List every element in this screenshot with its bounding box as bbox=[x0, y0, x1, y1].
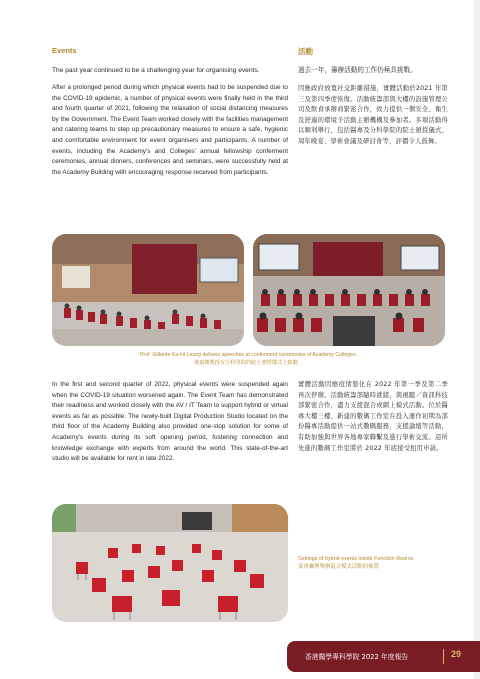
photo1-caption-en: Prof. Gilberto Ka-kit Leung delivers speeches at conferment ceremonies of Academy Colleges. bbox=[139, 352, 358, 358]
events-heading-en: Events bbox=[52, 46, 77, 55]
ceremony-photo-left bbox=[52, 234, 244, 346]
hybrid-body-en: In the first and second quarter of 2022, physical events were suspended again when the COVID-19 situation worsened again. The Event Team has demonstrated their readiness and worked closely with the AV / IT Team to support hybrid or virtual events as far as possible. The newly-built Digital Production Studio located on the third floor of the Academy Building also provided one-stop solution for some of Academy's events during its soft opening period, fostering connection and knowledge exchange with experts from around the world. This state-of-the-art studio will be available for rent in late 2022. bbox=[52, 381, 288, 463]
ceremony-audience-image bbox=[253, 234, 445, 346]
hybrid-body-zh: 實體活動因應疫情惡化在 2022 年第一季及第二季再次停辦。活動統籌部隨時就緒，與視聽／資訊科技部緊密合作，盡力支援混合或網上模式活動。位於醫專大樓三樓、新建的數碼工作室在投入運作初期為部份醫專活動提供一站式數碼服務，支援論壇等活動，有助加強與世界各地專家聯繫及進行學術交流。這所先進的數碼工作室將於 2022 年底接受租用申請。 bbox=[298, 381, 448, 452]
function-room-photo bbox=[52, 504, 288, 622]
photo2-caption-zh: 宴會廳裡舉辦混合模式活動的佈置 bbox=[298, 564, 379, 570]
events-heading-zh: 活動 bbox=[298, 47, 313, 56]
function-room-image bbox=[52, 504, 288, 622]
events-lead-en: The past year continued to be a challenging year for organising events. bbox=[52, 67, 260, 74]
events-body-zh: 因應政府放寬社交距離措施，實體活動於2021 年第三及第四季度恢復。活動統籌部與大樓的設施管理公司及飲食承辦商緊密合作，致力提供一個安全、衛生及舒適的環境予活動主辦機構及參加者。多項活動得以順利舉行，包括醫專及分科學院的院士頒授儀式、周年晚宴、學術會議及研討會等，評價令人鼓舞。 bbox=[298, 85, 448, 145]
photo2-caption-en: Settings of hybrid events inside Function Rooms bbox=[298, 556, 414, 562]
ceremony-photo-right bbox=[253, 234, 445, 346]
ceremony-hall-image bbox=[52, 234, 244, 346]
photo1-caption-zh: 梁嘉傑教授在分科學院的院士頒授儀式上致辭。 bbox=[194, 360, 303, 366]
events-body-en: After a prolonged period during which physical events had to be suspended due to the COVID-19 epidemic, a number of physical events were finally held in the third and fourth quarter of 2021, following the relaxation of social distancing measures by the Government. The Event Team worked closely with the facilities management and catering teams to step up precautionary measures to ensure a safe, hygienic and comfortable environment for event organisers and participants. A number of events, including the Academy's and Colleges' annual fellowship conferment ceremonies, annual dinners, conferences and seminars, were successfully held at the Academy Building with encouraging response received from participants. bbox=[52, 84, 288, 176]
page-edge bbox=[474, 0, 480, 679]
events-lead-zh: 過去一年，籌辦活動的工作仍極具挑戰。 bbox=[298, 66, 417, 74]
footer-divider bbox=[443, 649, 444, 664]
page-footer bbox=[287, 641, 480, 672]
page-number: 29 bbox=[451, 649, 462, 659]
footer-report-title: 香港醫學專科學院 2022 年度報告 bbox=[305, 653, 409, 661]
